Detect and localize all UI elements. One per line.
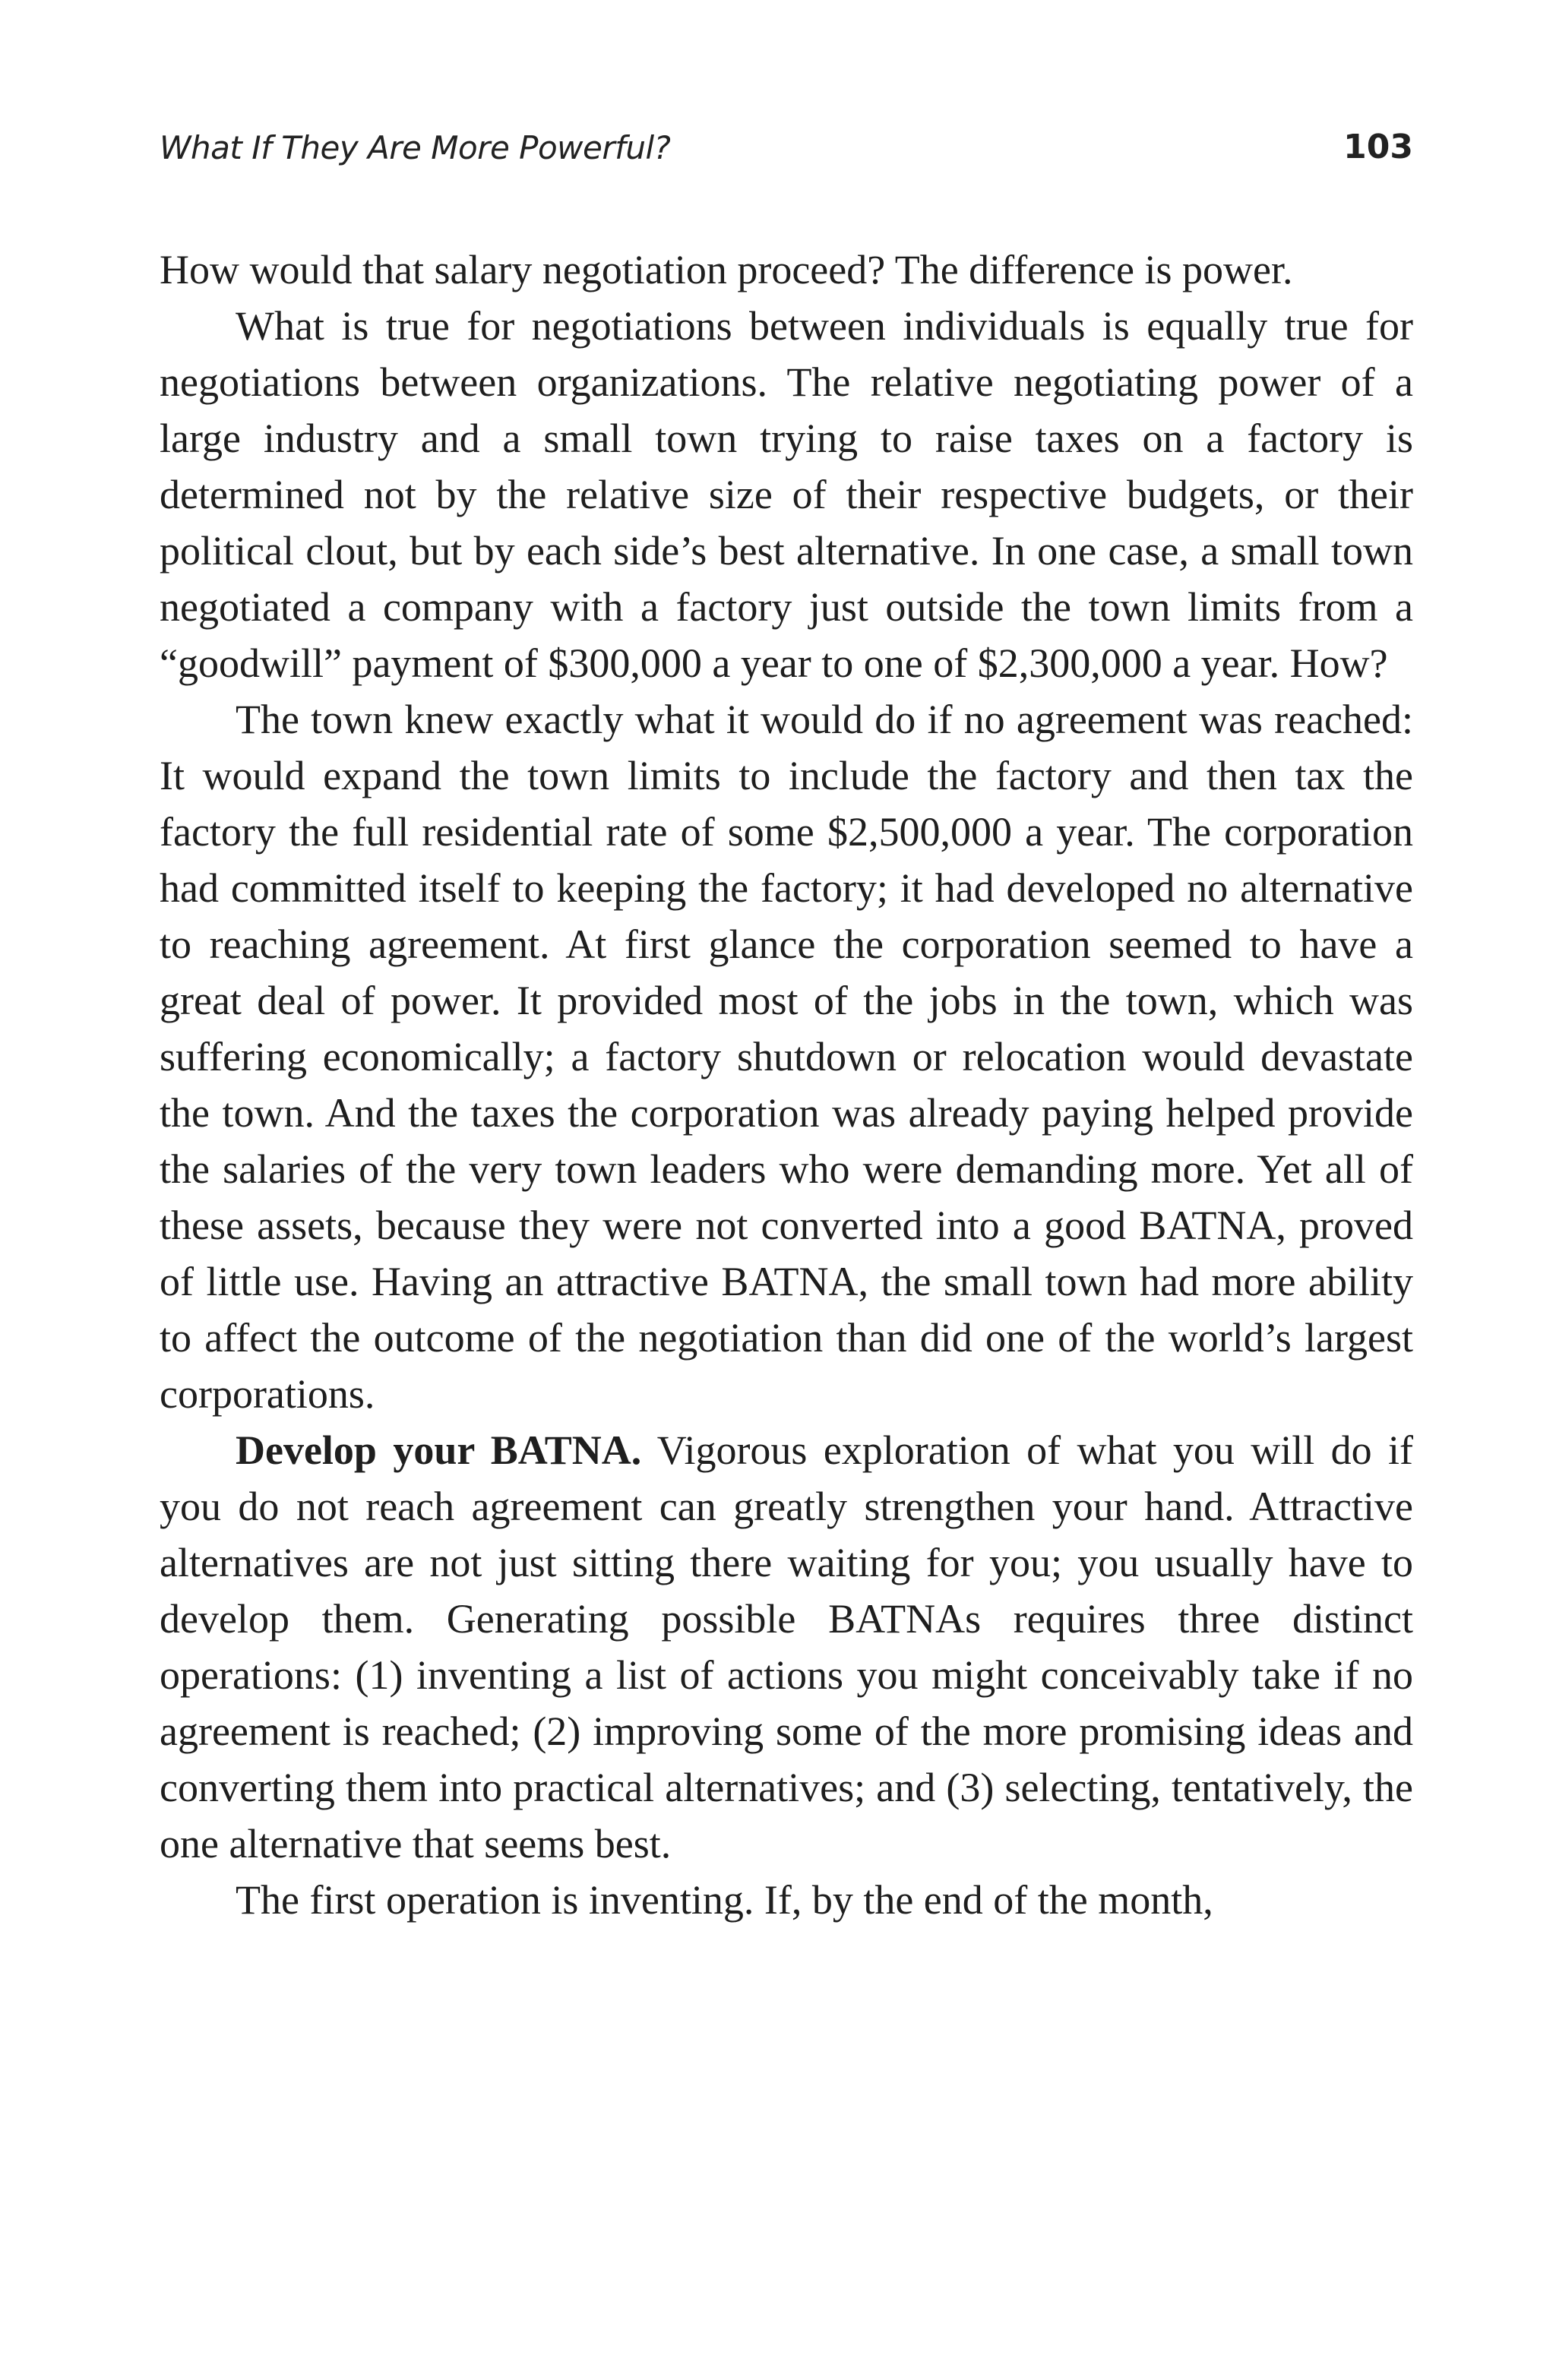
run-in-heading: Develop your BATNA. xyxy=(236,1427,642,1473)
running-head xyxy=(160,122,1413,182)
paragraph: The first operation is inventing. If, by the end of the month, xyxy=(236,1877,1213,1923)
paragraph-text: Vigorous exploration of what you will do if you do not reach agreement can greatly strengthen your hand. Attractive alternatives are not just sitting there waiting for you; you usually have to develop them. Generating possible BATNAs requires three distinct operations: (1) inventing a list of actions you might conceivably take if no agreement is reached; (2) improving some of the more promising ideas and converting them into practical alternatives; and (3) selecting, tentatively, the one alternative that seems best. xyxy=(160,1427,1413,1866)
page-number: 103 xyxy=(1343,128,1413,166)
paragraph: What is true for negotiations between individuals is equally true for negotiations between organizations. The relative negotiating power of a large industry and a small town trying to raise taxes on a factory is determined not by the relative size of their respective budgets, or their political clout, but by each side’s best alternative. In one case, a small town negotiated a company with a factory just outside the town limits from a “goodwill” payment of $300,000 a year to one of $2,300,000 a year. How? xyxy=(160,303,1413,686)
paragraph: The town knew exactly what it would do if no agreement was reached: It would expand the town limits to include the factory and then tax the factory the full residential rate of some $2,500,000 a year. The corporation had committed itself to keeping the factory; it had developed no alternative to reaching agreement. At first glance the corporation seemed to have a great deal of power. It provided most of the jobs in the town, which was suffering economically; a factory shutdown or relocation would devastate the town. And the taxes the corporation was already paying helped provide the salaries of the very town leaders who were demanding more. Yet all of these assets, because they were not converted into a good BATNA, proved of little use. Having an attractive BATNA, the small town had more ability to affect the outcome of the negotiation than did one of the world’s largest corporations. xyxy=(160,697,1413,1417)
paragraph-develop-batna xyxy=(160,1422,1413,1872)
running-title: What If They Are More Powerful? xyxy=(160,129,671,166)
paragraph: How would that salary negotiation proceed? The difference is power. xyxy=(160,247,1293,292)
body-text xyxy=(160,242,1413,1928)
